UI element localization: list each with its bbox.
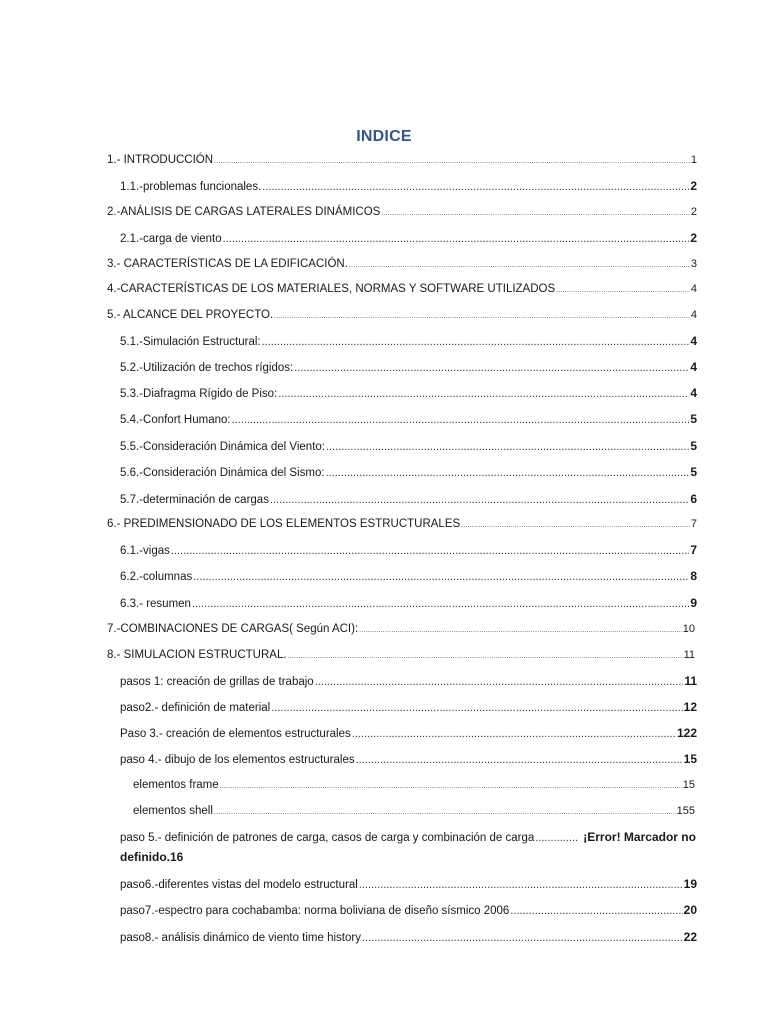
toc-page: 5 bbox=[690, 439, 697, 453]
dot-leader bbox=[214, 155, 690, 169]
toc-label: 2.-ANÁLISIS DE CARGAS LATERALES DINÁMICOS bbox=[107, 206, 381, 218]
toc-page: 155 bbox=[676, 805, 695, 817]
dot-leader bbox=[274, 310, 690, 324]
toc-page: 19 bbox=[683, 877, 697, 891]
toc-entry-paso-2[interactable] bbox=[120, 700, 697, 715]
toc-label: 6.1.-vigas bbox=[120, 545, 170, 557]
toc-entry-6[interactable] bbox=[107, 517, 697, 533]
toc-label: 5.6.-Consideración Dinámica del Sismo: bbox=[120, 467, 325, 479]
dot-leader bbox=[556, 284, 690, 298]
toc-entry-elementos-shell[interactable] bbox=[133, 804, 695, 820]
toc-label: elementos frame bbox=[133, 779, 219, 791]
toc-label: 5.5.-Consideración Dinámica del Viento: bbox=[120, 441, 325, 453]
error-marker-text: ¡Error! Marcador no bbox=[583, 830, 696, 844]
toc-entry-4[interactable] bbox=[107, 282, 697, 298]
toc-label: elementos shell bbox=[133, 805, 213, 817]
toc-page: 2 bbox=[690, 206, 697, 218]
dot-leader bbox=[356, 753, 683, 767]
toc-entry-6-2[interactable] bbox=[120, 569, 697, 584]
toc-entry-paso-3[interactable] bbox=[120, 726, 697, 741]
dot-leader bbox=[359, 878, 683, 892]
toc-label: 5.7.-determinación de cargas bbox=[120, 494, 269, 506]
dot-leader bbox=[381, 207, 690, 221]
toc-label: 1.1.-problemas funcionales. bbox=[120, 181, 262, 193]
toc-entry-paso-6[interactable] bbox=[120, 877, 697, 892]
toc-label: paso 4.- dibujo de los elementos estructurales bbox=[120, 754, 355, 766]
dot-leader bbox=[288, 650, 683, 664]
toc-entry-paso-5[interactable] bbox=[120, 830, 697, 845]
toc-label: pasos 1: creación de grillas de trabajo bbox=[120, 676, 314, 688]
dot-leader bbox=[362, 931, 683, 945]
toc-entry-1[interactable] bbox=[107, 153, 697, 169]
dot-leader bbox=[262, 335, 690, 349]
toc-page: 3 bbox=[690, 258, 697, 270]
toc-entry-5-3[interactable] bbox=[120, 386, 697, 401]
toc-entry-6-3[interactable] bbox=[120, 596, 697, 611]
toc-label: Paso 3.- creación de elementos estructurales bbox=[120, 728, 351, 740]
toc-entry-elementos-frame[interactable] bbox=[133, 778, 695, 794]
toc-page: 4 bbox=[690, 283, 697, 295]
toc-label: paso2.- definición de material bbox=[120, 702, 271, 714]
dot-leader bbox=[270, 493, 689, 507]
dot-leader bbox=[262, 180, 689, 194]
toc-page: 5 bbox=[690, 412, 697, 426]
toc-label: 5.- ALCANCE DEL PROYECTO. bbox=[107, 309, 274, 321]
dot-leader bbox=[223, 232, 690, 246]
toc-page: 2 bbox=[690, 179, 697, 193]
toc-entry-7[interactable] bbox=[107, 622, 695, 638]
toc-page: 4 bbox=[690, 386, 697, 400]
toc-label: 3.- CARACTERÍSTICAS DE LA EDIFICACIÓN. bbox=[107, 258, 348, 270]
toc-page: 11 bbox=[684, 674, 697, 688]
toc-label: 6.2.-columnas bbox=[120, 571, 193, 583]
toc-page: 8 bbox=[690, 569, 697, 583]
toc-page: 7 bbox=[690, 543, 697, 557]
toc-entry-paso-8[interactable] bbox=[120, 930, 697, 945]
toc-label: 5.1.-Simulación Estructural: bbox=[120, 336, 261, 348]
dot-leader bbox=[232, 413, 690, 427]
toc-page: 2 bbox=[690, 231, 697, 245]
toc-label: paso8.- análisis dinámico de viento time history bbox=[120, 932, 361, 944]
dot-leader bbox=[535, 831, 579, 845]
toc-entry-2-1[interactable] bbox=[120, 231, 697, 246]
toc-entry-1-1[interactable] bbox=[120, 179, 697, 194]
toc-entry-3[interactable] bbox=[107, 257, 697, 273]
toc-entry-paso-1[interactable] bbox=[120, 674, 697, 689]
toc-page: 15 bbox=[683, 752, 697, 766]
toc-entry-2[interactable] bbox=[107, 205, 697, 221]
toc-page: 12 bbox=[683, 700, 697, 714]
dot-leader bbox=[220, 780, 682, 794]
dot-leader bbox=[326, 440, 689, 454]
error-marker-continuation: definido.16 bbox=[120, 850, 184, 864]
toc-entry-5-2[interactable] bbox=[120, 360, 697, 375]
toc-label: 7.-COMBINACIONES DE CARGAS( Según ACI): bbox=[107, 623, 359, 635]
toc-label: paso7.-espectro para cochabamba: norma boliviana de diseño sísmico 2006 bbox=[120, 905, 510, 917]
dot-leader bbox=[171, 544, 689, 558]
toc-label: 1.- INTRODUCCIÓN bbox=[107, 154, 214, 166]
toc-page: 22 bbox=[683, 930, 697, 944]
toc-page: 10 bbox=[682, 623, 695, 635]
toc-entry-5-7[interactable] bbox=[120, 492, 697, 507]
toc-entry-5-4[interactable] bbox=[120, 412, 697, 427]
toc-page: 20 bbox=[683, 903, 697, 917]
toc-page: 4 bbox=[690, 360, 697, 374]
dot-leader bbox=[352, 727, 676, 741]
toc-label: 6.3.- resumen bbox=[120, 598, 191, 610]
toc-label: 2.1.-carga de viento bbox=[120, 233, 222, 245]
toc-entry-5[interactable] bbox=[107, 308, 697, 324]
toc-label: 5.3.-Diafragma Rígido de Piso: bbox=[120, 388, 278, 400]
toc-page: 122 bbox=[676, 726, 697, 740]
toc-label: 4.-CARACTERÍSTICAS DE LOS MATERIALES, NORMAS Y SOFTWARE UTILIZADOS bbox=[107, 283, 556, 295]
toc-label: 8.- SIMULACION ESTRUCTURAL. bbox=[107, 649, 287, 661]
toc-label: 6.- PREDIMENSIONADO DE LOS ELEMENTOS ESTRUCTURALES bbox=[107, 518, 461, 530]
toc-page: 5 bbox=[690, 465, 697, 479]
dot-leader bbox=[278, 387, 689, 401]
toc-page: 4 bbox=[690, 334, 697, 348]
toc-label: paso 5.- definición de patrones de carga, casos de carga y combinación de carga bbox=[120, 832, 535, 844]
dot-leader bbox=[271, 701, 682, 715]
toc-entry-5-1[interactable] bbox=[120, 334, 697, 349]
dot-leader bbox=[359, 624, 682, 638]
toc-page: 4 bbox=[690, 309, 697, 321]
dot-leader bbox=[349, 259, 690, 273]
dot-leader bbox=[315, 675, 684, 689]
toc-page: 6 bbox=[690, 492, 697, 506]
dot-leader bbox=[294, 361, 689, 375]
toc-page: 11 bbox=[683, 649, 695, 661]
toc-entry-6-1[interactable] bbox=[120, 543, 697, 558]
toc-label: paso6.-diferentes vistas del modelo estructural bbox=[120, 879, 358, 891]
toc-page: 15 bbox=[682, 779, 695, 791]
toc-label: 5.2.-Utilización de trechos rígidos: bbox=[120, 362, 294, 374]
toc-entry-paso-7[interactable] bbox=[120, 903, 697, 918]
index-title: INDICE bbox=[356, 128, 412, 145]
toc-entry-5-5[interactable] bbox=[120, 439, 697, 454]
toc-entry-5-6[interactable] bbox=[120, 465, 697, 480]
toc-page: 9 bbox=[690, 596, 697, 610]
dot-leader bbox=[510, 904, 682, 918]
dot-leader bbox=[326, 466, 690, 480]
toc-page: 1 bbox=[690, 154, 697, 166]
dot-leader bbox=[193, 570, 689, 584]
dot-leader bbox=[461, 519, 690, 533]
toc-entry-8[interactable] bbox=[107, 648, 695, 664]
toc-page: 7 bbox=[690, 518, 697, 530]
dot-leader bbox=[214, 806, 676, 820]
dot-leader bbox=[192, 597, 689, 611]
toc-label: 5.4.-Confort Humano: bbox=[120, 414, 231, 426]
toc-entry-paso-4[interactable] bbox=[120, 752, 697, 767]
